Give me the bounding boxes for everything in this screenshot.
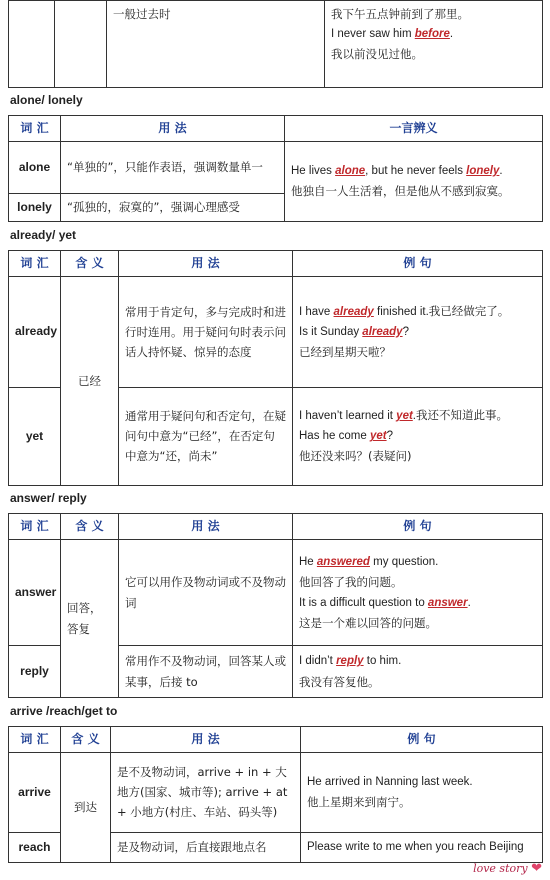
usage-already: 常用于肯定句，多与完成时和进行时连用。用于疑问句时表示问话人持怀疑、惊异的态度 (119, 276, 293, 387)
table-alone-lonely (8, 115, 543, 222)
example-line2: 他独自一人生活着，但是他从不感到寂寞。 (291, 184, 510, 199)
example-line2: 他回答了我的问题。 (299, 575, 403, 590)
example-line1: He answered my question. (299, 556, 439, 569)
top-example-line1: 我下午五点钟前到了那里。 (331, 7, 469, 21)
example-line3: 已经到星期天啦？ (299, 344, 391, 359)
usage-reach: 是及物动词，后直接跟地点名 (111, 832, 301, 862)
section-title-answer-reply: answer/ reply (10, 491, 87, 505)
example-line2: Is it Sunday already? (299, 325, 409, 338)
example-line1: I didn’t reply to him. (299, 655, 402, 668)
header-examples: 例 句 (293, 251, 543, 277)
example-line2: 他上星期来到南宁。 (307, 795, 411, 810)
meaning-arrive-reach: 到达 (61, 752, 111, 862)
examples-reach: Please write to me when you reach Beijing (301, 832, 543, 862)
top-cell-examples (325, 1, 543, 88)
example-alone-lonely (285, 141, 543, 221)
usage-reply: 常用作不及物动词，回答某人或某事，后接 to (119, 646, 293, 698)
examples-reply (293, 646, 543, 698)
table-arrive-reach (8, 726, 543, 863)
header-usage: 用 法 (119, 514, 293, 540)
usage-lonely: “孤独的，寂寞的”，强调心理感受 (61, 193, 285, 221)
table-already-yet (8, 250, 543, 486)
meaning-already-yet: 已经 (61, 276, 119, 485)
header-vocab: 词 汇 (9, 116, 61, 142)
header-usage: 用 法 (61, 116, 285, 142)
header-vocab: 词 汇 (9, 514, 61, 540)
word-already: already (9, 276, 61, 387)
examples-arrive (301, 752, 543, 832)
top-cell-empty-1 (9, 1, 55, 88)
top-cell-tense: 一般过去时 (107, 1, 325, 88)
section-title-arrive-reach: arrive /reach/get to (10, 704, 118, 718)
example-line1: He arrived in Nanning last week. (307, 776, 473, 789)
header-vocab: 词 汇 (9, 727, 61, 753)
header-usage: 用 法 (119, 251, 293, 277)
meaning-answer-reply: 回答，答复 (61, 540, 119, 698)
top-example-line2: I never saw him before. (331, 28, 454, 41)
header-usage: 用 法 (111, 727, 301, 753)
heart-icon: ❤ (531, 861, 542, 876)
top-table (8, 0, 543, 88)
word-lonely: lonely (9, 193, 61, 221)
word-alone: alone (9, 141, 61, 193)
table-answer-reply (8, 513, 543, 698)
example-line2: 我没有答复他。 (299, 674, 380, 689)
word-answer: answer (9, 540, 61, 646)
example-line1: He lives alone, but he never feels lonely. (291, 165, 503, 178)
example-line4: 这是一个难以回答的问题。 (299, 615, 437, 630)
top-example-line3: 我以前没见过他。 (331, 47, 423, 62)
usage-arrive: 是不及物动词，arrive + in + 大地方(国家、城市等); arrive + at + 小地方(村庄、车站、码头等) (111, 752, 301, 832)
header-meaning: 含 义 (61, 514, 119, 540)
word-arrive: arrive (9, 752, 61, 832)
word-yet: yet (9, 387, 61, 485)
example-line3: It is a difficult question to answer. (299, 596, 471, 609)
example-line1: I haven’t learned it yet.我还不知道此事。 (299, 410, 508, 423)
word-reply: reply (9, 646, 61, 698)
header-distinction: 一言辨义 (285, 116, 543, 142)
header-examples: 例 句 (293, 514, 543, 540)
examples-yet (293, 387, 543, 485)
example-line3: 他还没来吗？(表疑问) (299, 449, 412, 464)
example-line1: I have already finished it.我已经做完了。 (299, 305, 510, 318)
usage-alone: “单独的”，只能作表语，强调数量单一 (61, 141, 285, 193)
top-cell-empty-2 (55, 1, 107, 88)
header-examples: 例 句 (301, 727, 543, 753)
usage-answer: 它可以用作及物动词或不及物动词 (119, 540, 293, 646)
examples-answer (293, 540, 543, 646)
header-meaning: 含 义 (61, 251, 119, 277)
watermark-logo: love story ❤ (473, 861, 542, 876)
header-meaning: 含 义 (61, 727, 111, 753)
section-title-alone-lonely: alone/ lonely (10, 93, 83, 107)
example-line2: Has he come yet? (299, 430, 393, 443)
examples-already (293, 276, 543, 387)
usage-yet: 通常用于疑问句和否定句，在疑问句中意为“已经”，在否定句中意为“还，尚未” (119, 387, 293, 485)
header-vocab: 词 汇 (9, 251, 61, 277)
word-reach: reach (9, 832, 61, 862)
section-title-already-yet: already/ yet (10, 228, 77, 242)
